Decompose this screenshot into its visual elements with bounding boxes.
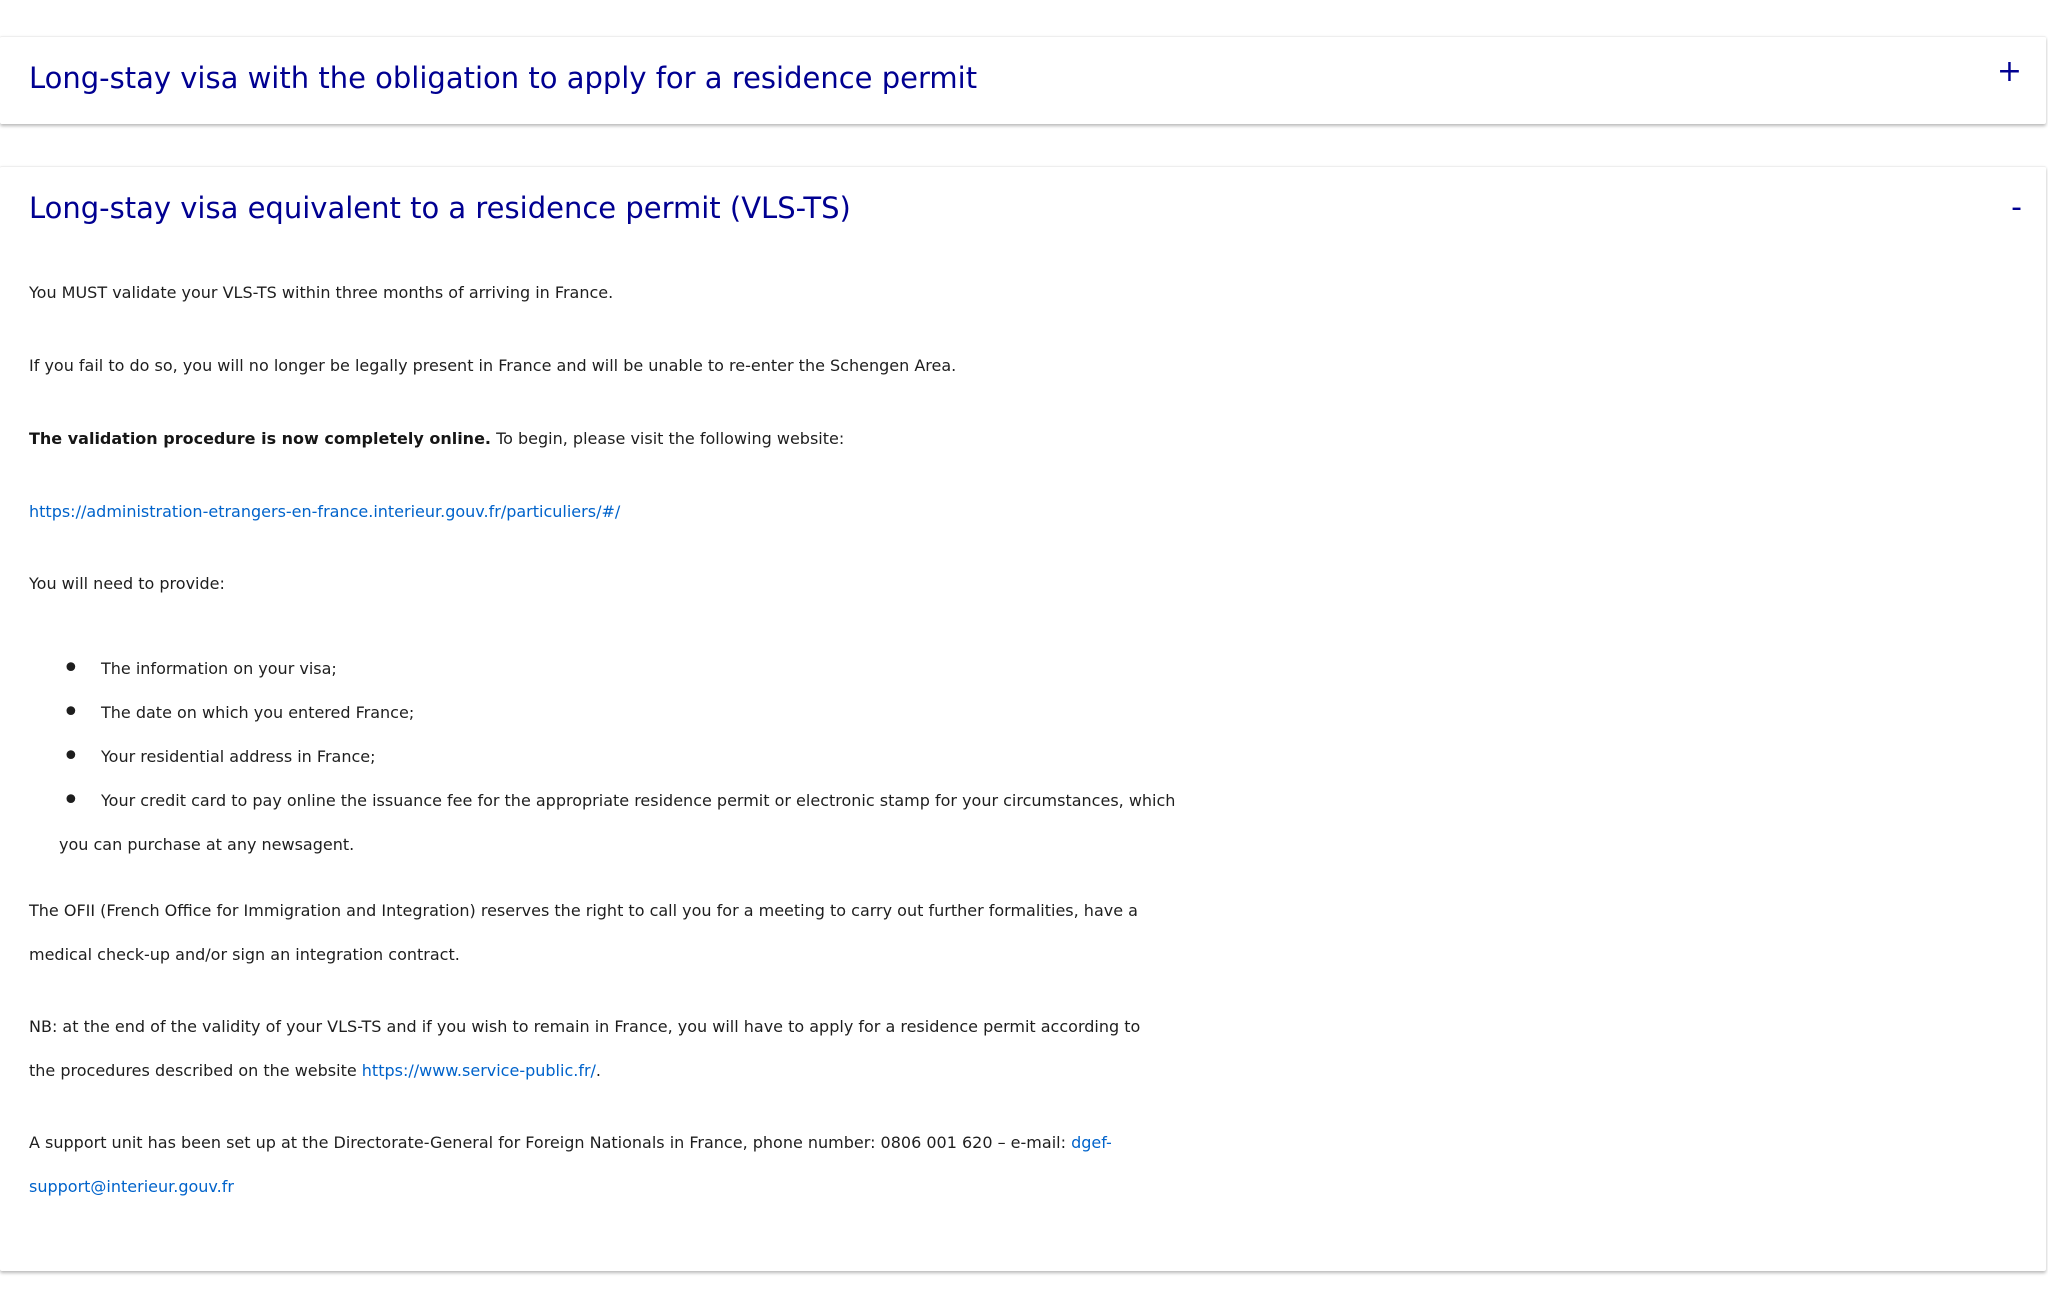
online-procedure-bold: The validation procedure is now completely online. <box>29 429 491 448</box>
list-item <box>29 647 2019 691</box>
accordion-title[interactable]: Long-stay visa with the obligation to apply for a residence permit <box>29 61 978 95</box>
ofii-line-2: medical check-up and/or sign an integration contract. <box>29 945 460 964</box>
support-email-link-part2[interactable]: support@interieur.gouv.fr <box>29 1177 234 1196</box>
paragraph-nb <box>29 1005 1140 1093</box>
expand-icon[interactable]: + <box>1996 54 2022 89</box>
accordion-title[interactable]: Long-stay visa equivalent to a residence permit (VLS-TS) <box>29 191 851 225</box>
paragraph-link <box>29 502 620 521</box>
list-item-text: Your credit card to pay online the issuance fee for the appropriate residence permit or electronic stamp for your circumstances, which <box>101 791 1176 810</box>
support-line-2 <box>29 1165 1112 1209</box>
ofii-line-1: The OFII (French Office for Immigration and Integration) reserves the right to call you for a meeting to carry out further formalities, have a <box>29 901 1138 920</box>
nb-line-1: NB: at the end of the validity of your VLS-TS and if you wish to remain in France, you will have to apply for a residence permit according to <box>29 1017 1141 1036</box>
paragraph-need-to-provide: You will need to provide: <box>29 574 225 593</box>
paragraph-support-unit <box>29 1121 1112 1209</box>
list-item-text: The date on which you entered France; <box>101 703 415 722</box>
service-public-link[interactable]: https://www.service-public.fr/ <box>361 1061 596 1080</box>
paragraph-fail-warning: If you fail to do so, you will no longer be legally present in France and will be unable to re-enter the Schengen Area. <box>29 356 957 375</box>
list-item-text: Your residential address in France; <box>101 747 376 766</box>
paragraph-validate-notice: You MUST validate your VLS-TS within three months of arriving in France. <box>29 283 614 302</box>
list-item-continuation: you can purchase at any newsagent. <box>59 835 355 854</box>
nb-line-2-text: the procedures described on the website <box>29 1061 362 1080</box>
support-email-link-part1[interactable]: dgef- <box>1071 1133 1112 1152</box>
accordion-header-residence-permit-obligation[interactable] <box>0 37 2046 123</box>
list-item <box>29 691 2019 735</box>
support-line-1-text: A support unit has been set up at the Directorate-General for Foreign Nationals in France, phone number: 0806 001 620 – e-mail: <box>29 1133 1072 1152</box>
list-item-text: The information on your visa; <box>101 659 337 678</box>
accordion-residence-permit-obligation <box>0 36 2046 124</box>
list-item <box>29 735 2019 779</box>
accordion-header-vls-ts[interactable] <box>0 167 2046 257</box>
administration-etrangers-link[interactable]: https://administration-etrangers-en-france.interieur.gouv.fr/particuliers/#/ <box>29 502 621 521</box>
collapse-icon[interactable]: - <box>2011 190 2022 225</box>
requirements-list <box>29 647 2019 867</box>
nb-line-2 <box>29 1049 1140 1093</box>
paragraph-online-procedure <box>29 429 844 448</box>
accordion-vls-ts <box>0 166 2046 1271</box>
online-procedure-rest: To begin, please visit the following website: <box>491 429 845 448</box>
support-line-1 <box>29 1121 1112 1165</box>
nb-line-2-end: . <box>595 1061 602 1080</box>
paragraph-ofii <box>29 889 1138 977</box>
list-item <box>29 779 2019 867</box>
